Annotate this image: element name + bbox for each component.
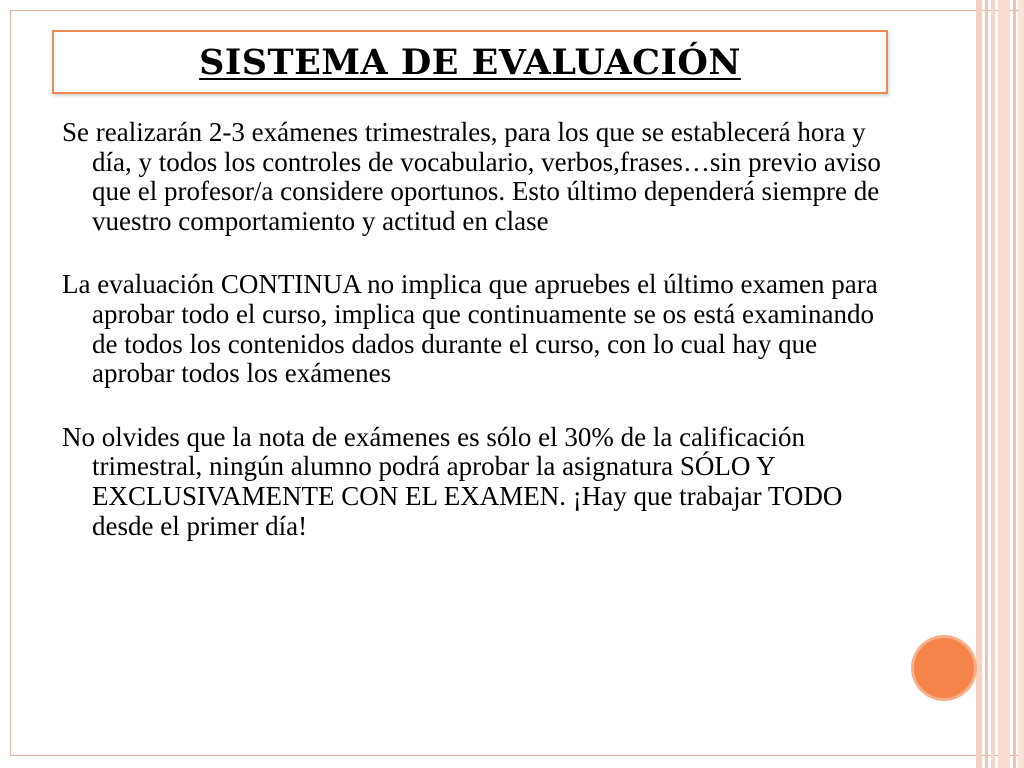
stripe (991, 0, 995, 768)
stripe (998, 0, 1010, 768)
title-box (52, 30, 888, 94)
slide-title: SISTEMA DE EVALUACIÓN (199, 41, 741, 83)
decorative-circle (914, 638, 974, 698)
paragraph-grade-weight: No olvides que la nota de exámenes es sólo el 30% de la calificación trimestral, ningún alumno podrá aprobar la asignatura SÓLO Y EXCLUSIVAMENTE CON EL EXAMEN. ¡Hay que trabajar TODO desde el primer día! (62, 421, 843, 541)
stripe (1018, 0, 1024, 768)
stripe (1013, 0, 1016, 768)
stripe (976, 0, 982, 768)
stripe (985, 0, 988, 768)
slide-body (62, 118, 904, 575)
decorative-stripes (976, 0, 1024, 768)
paragraph-continuous-evaluation: La evaluación CONTINUA no implica que apruebes el último examen para aprobar todo el curso, implica que continuamente se os está examinando de todos los contenidos dados durante el curso, con lo cual hay que aprobar todos los exámenes (62, 269, 878, 389)
paragraph-exams: Se realizarán 2-3 exámenes trimestrales, para los que se establecerá hora y día, y todos los controles de vocabulario, verbos,frases…sin previo aviso que el profesor/a considere oportunos. Esto último dependerá siempre de vuestro comportamiento y actitud en clase (62, 117, 881, 236)
